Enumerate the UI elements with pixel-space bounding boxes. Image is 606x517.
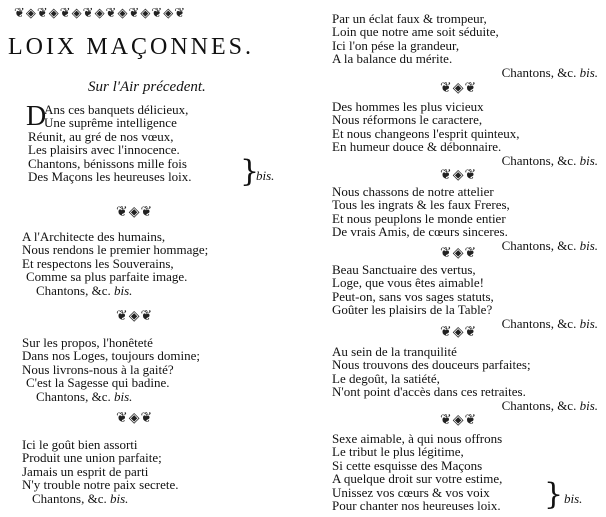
stanza-line: Ans ces banquets délicieux, (44, 102, 189, 117)
stanza-line: A quelque droit sur votre estime, (332, 471, 503, 487)
stanza-line: N'ont point d'accès dans ces retraites. (332, 384, 526, 400)
stanza-line: Des hommes les plus vicieux (332, 99, 484, 114)
stanza-fleuron: ❦◈❦ (116, 205, 154, 220)
header-ornament-band: ❦◈❦◈❦◈❦◈❦◈❦◈❦◈❦ (14, 6, 187, 20)
stanza-line: Des Maçons les heureuses loix. (28, 169, 192, 185)
stanza-3 (22, 336, 298, 403)
stanza-line: Sur les propos, l'honêteté (22, 335, 153, 350)
stanza-7 (332, 185, 602, 252)
refrain-line: Chantons, &c. bis. (501, 315, 598, 331)
stanza-line: Par un éclat faux & trompeur, (332, 11, 487, 26)
stanza-line: Nous trouvons des douceurs parfaites; (332, 357, 531, 373)
stanza-line: Unissez vos cœurs & vos voix (332, 484, 490, 500)
stanza-line: Ici l'on pése la grandeur, (332, 37, 460, 53)
stanza-line: Sexe aimable, à qui nous offrons (332, 431, 503, 446)
refrain-line: Chantons, &c. bis. (501, 152, 598, 168)
stanza-line: Et nous peuplons le monde entier (332, 210, 506, 226)
stanza-line: Nous réformons le caractere, (332, 112, 483, 128)
stanza-line: Pour chanter nos heureuses loix. (332, 498, 501, 514)
stanza-line: Le tribut le plus légitime, (332, 444, 464, 460)
refrain-line: Chantons, &c. bis. (501, 237, 598, 253)
stanza-8 (332, 263, 602, 330)
stanza-line: Beau Sanctuaire des vertus, (332, 262, 476, 277)
stanza-line: Jamais un esprit de parti (22, 463, 149, 479)
stanza-fleuron: ❦◈❦ (440, 413, 478, 428)
stanza-line: Loin que notre ame soit séduite, (332, 24, 499, 40)
stanza-line: Et respectons les Souverains, (22, 255, 174, 271)
stanza-line: De vrais Amis, de cœurs sinceres. (332, 224, 508, 240)
stanza-line: En humeur douce & débonnaire. (332, 139, 502, 155)
stanza-6 (332, 100, 602, 167)
stanza-line: Les plaisirs avec l'innocence. (28, 142, 180, 158)
stanza-line: C'est la Sagesse qui badine. (26, 375, 170, 391)
stanza-fleuron: ❦◈❦ (440, 246, 478, 261)
repeat-brace: } (544, 477, 564, 512)
stanza-line: A l'Architecte des humains, (22, 229, 166, 244)
stanza-line: Ici le goût bien assorti (22, 437, 138, 452)
bis-mark: bis. (256, 168, 275, 183)
stanza-2 (22, 230, 298, 297)
stanza-line: Dans nos Loges, toujours domine; (22, 348, 201, 364)
stanza-10 (332, 432, 602, 512)
stanza-fleuron: ❦◈❦ (440, 81, 478, 96)
stanza-line: Peut-on, sans vos sages statuts, (332, 288, 494, 304)
stanza-line: Goûter les plaisirs de la Table? (332, 302, 493, 318)
stanza-fleuron: ❦◈❦ (440, 325, 478, 340)
refrain-line: Chantons, &c. bis. (36, 282, 133, 298)
song-title: LOIX MAÇONNES. (8, 34, 254, 60)
refrain-line: Chantons, &c. bis. (501, 64, 598, 80)
stanza-line: Et nous changeons l'esprit quinteux, (332, 125, 520, 141)
refrain-line: Chantons, &c. bis. (32, 490, 129, 506)
stanza-line: Réunit, au gré de nos vœux, (28, 128, 174, 144)
stanza-fleuron: ❦◈❦ (440, 168, 478, 183)
song-subtitle: Sur l'Air précedent. (88, 79, 206, 95)
stanza-4 (22, 438, 298, 505)
stanza-fleuron: ❦◈❦ (116, 411, 154, 426)
drop-cap: D (26, 101, 47, 132)
stanza-line: Tous les ingrats & les faux Freres, (332, 197, 510, 213)
refrain-line: Chantons, &c. bis. (36, 388, 133, 404)
stanza-line: Le degoût, la satiété, (332, 370, 440, 386)
bis-mark: bis. (564, 491, 583, 506)
stanza-line: Nous livrons-nous à la gaité? (22, 361, 174, 377)
repeat-brace: } (240, 154, 260, 189)
stanza-line: Produit une union parfaite; (22, 450, 162, 466)
stanza-9 (332, 345, 602, 412)
stanza-5 (332, 12, 602, 79)
stanza-line: N'y trouble notre paix secrete. (22, 477, 179, 493)
stanza-line: Nous rendons le premier hommage; (22, 242, 209, 258)
stanza-line: Comme sa plus parfaite image. (26, 269, 188, 285)
stanza-line: A la balance du mérite. (332, 51, 453, 67)
stanza-fleuron: ❦◈❦ (116, 309, 154, 324)
stanza-line: Au sein de la tranquilité (332, 344, 457, 359)
refrain-line: Chantons, &c. bis. (501, 397, 598, 413)
stanza-1 (26, 101, 298, 189)
stanza-line: Loge, que vous êtes aimable! (332, 275, 484, 291)
stanza-line: Chantons, bénissons mille fois (28, 155, 187, 171)
stanza-line: Si cette esquisse des Maçons (332, 457, 483, 473)
stanza-line: Nous chassons de notre attelier (332, 184, 494, 199)
stanza-line: Une suprême intelligence (44, 115, 177, 131)
